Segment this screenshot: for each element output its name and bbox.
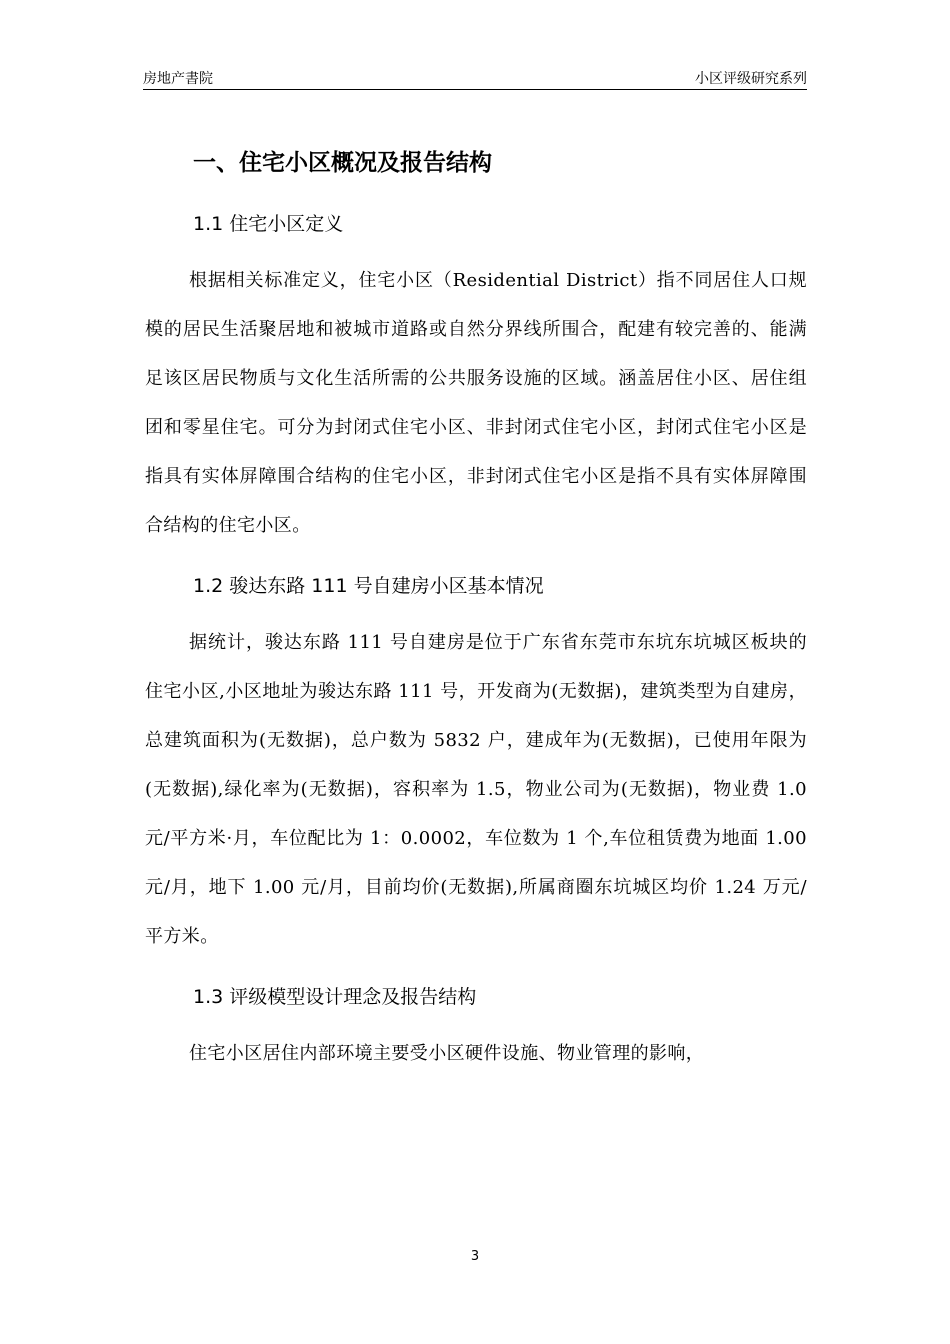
header-divider (143, 89, 807, 90)
page-content (145, 138, 807, 1078)
section-1-2-title: 1.2 骏达东路 111 号自建房小区基本情况 (193, 575, 544, 597)
section-1-1-paragraph: 根据相关标准定义，住宅小区（Residential District）指不同居住人口规模的居民生活聚居地和被城市道路或自然分界线所围合，配建有较完善的、能满足该区居民物质与文化生活所需的公共服务设施的区域。涵盖居住小区、居住组团和零星住宅。可分为封闭式住宅小区、非封闭式住宅小区，封闭式住宅小区是指具有实体屏障围合结构的住宅小区，非封闭式住宅小区是指不具有实体屏障围合结构的住宅小区。 (145, 270, 807, 536)
section-1-1-title: 1.1 住宅小区定义 (193, 213, 344, 235)
page-number: 3 (470, 1249, 480, 1264)
section-1-2-paragraph: 据统计，骏达东路 111 号自建房是位于广东省东莞市东坑东坑城区板块的住宅小区,小区地址为骏达东路 111 号，开发商为(无数据)，建筑类型为自建房，总建筑面积为(无数据)，总户数为 5832 户，建成年为(无数据)，已使用年限为(无数据),绿化率为(无数据)，容积率为 1.5，物业公司为(无数据)，物业费 1.0 元/平方米·月，车位配比为 1：0.0002，车位数为 1 个,车位租赁费为地面 1.00 元/月，地下 1.00 元/月，目前均价(无数据),所属商圈东坑城区均价 1.24 万元/平方米。 (145, 632, 807, 947)
header-left-text: 房地产書院 (143, 71, 213, 87)
header-right-text: 小区评级研究系列 (695, 71, 807, 87)
section-1-3-paragraph: 住宅小区居住内部环境主要受小区硬件设施、物业管理的影响， (189, 1043, 705, 1064)
chapter-title: 一、住宅小区概况及报告结构 (193, 150, 492, 176)
section-1-3-title: 1.3 评级模型设计理念及报告结构 (193, 986, 477, 1008)
